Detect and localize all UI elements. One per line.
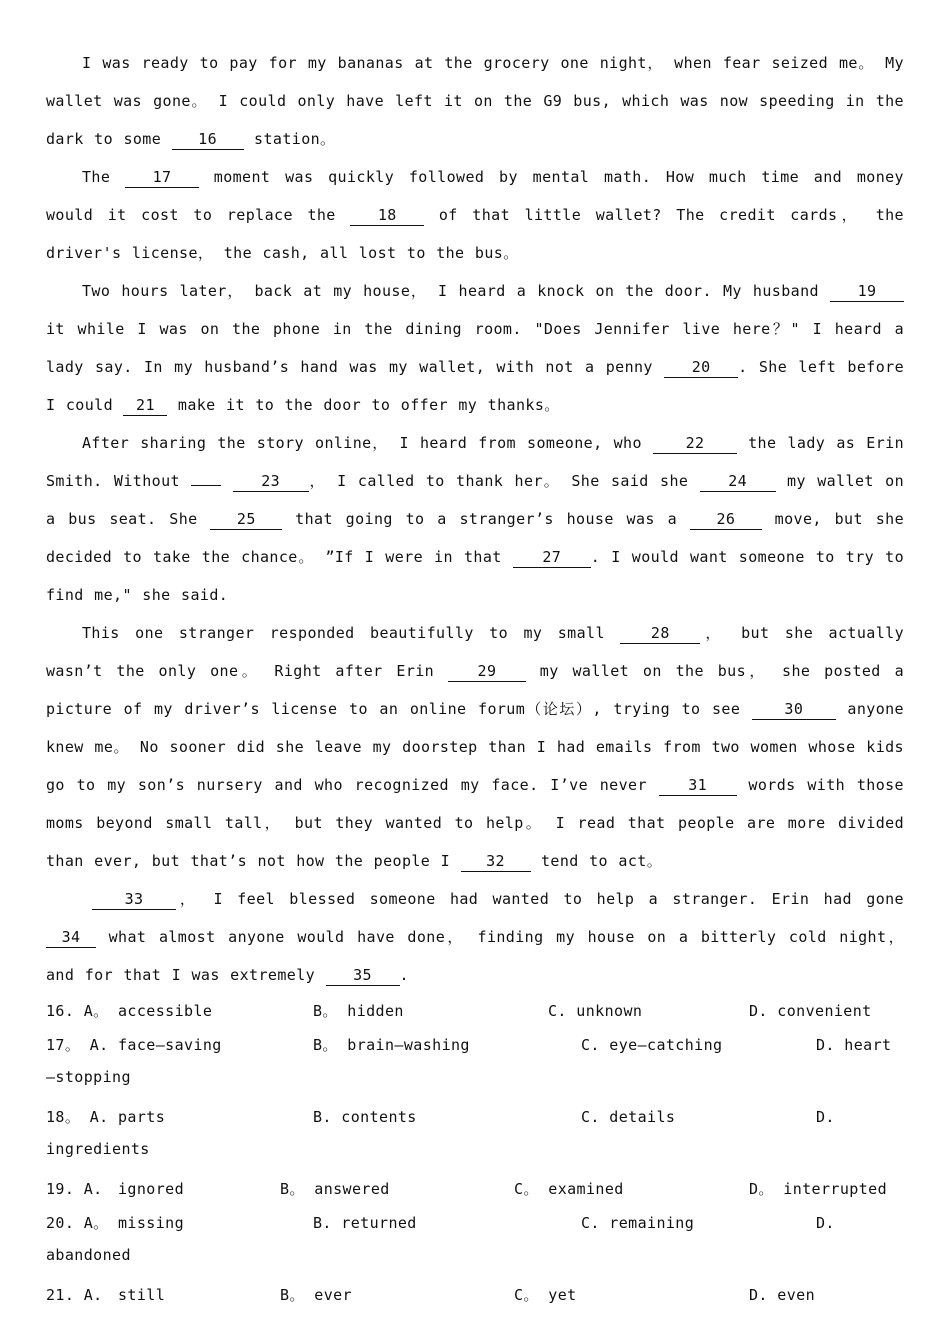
paragraph-text: I was ready to pay for my bananas at the grocery one night， when fear seized me。 My wallet was gone。 I could only have left it on the G9 bus, which was now speeding in the dark to some — [46, 54, 904, 148]
exam-page — [46, 44, 904, 1312]
answer-options — [46, 994, 904, 1312]
question-18-option-d-continued: ingredients — [46, 1140, 150, 1158]
paragraph-text: This one stranger responded beautifully to my small — [82, 624, 621, 642]
blank-29: 29 — [448, 661, 526, 682]
blank-22: 22 — [653, 433, 737, 454]
option-c: C。 yet — [514, 1286, 577, 1304]
passage-paragraph-5 — [46, 614, 904, 880]
passage-paragraph-3 — [46, 272, 904, 424]
option-b: B。 brain—washing — [313, 1036, 470, 1054]
paragraph-text: After sharing the story online， I heard from someone, who — [82, 434, 653, 452]
option-c: C. remaining — [581, 1214, 695, 1232]
paragraph-text: ， I feel blessed someone had wanted to help a stranger. Erin had gone — [176, 890, 904, 908]
blank-21: 21 — [123, 395, 167, 416]
paragraph-text: Two hours later， back at my house， I heard a knock on the door. My husband — [82, 282, 830, 300]
blank-31: 31 — [659, 775, 737, 796]
paragraph-text: . I would want someone to try to find me," she said. — [46, 548, 904, 604]
question-21 — [46, 1278, 904, 1312]
question-number: 16. A。 — [46, 1002, 109, 1020]
option-a: face—saving — [118, 1036, 222, 1054]
option-b: B。 answered — [280, 1180, 390, 1198]
blank-24: 24 — [700, 471, 776, 492]
paragraph-text: station。 — [243, 130, 336, 148]
paragraph-text: that going to a stranger’s house was a — [282, 510, 690, 528]
paragraph-text: words with those moms beyond small tall， but they wanted to help。 I read that people are more divided than ever, but that’s not how the people I — [46, 776, 904, 870]
option-a: missing — [118, 1214, 185, 1232]
option-d: D. — [816, 1108, 835, 1126]
question-number: 18。 A. — [46, 1108, 109, 1126]
option-c: C。 examined — [514, 1180, 624, 1198]
option-d: D. even — [749, 1286, 816, 1304]
question-number: 20. A。 — [46, 1214, 109, 1232]
paragraph-text: ， but she actually wasn’t the only one。 Right after Erin — [46, 624, 904, 680]
blank-20: 20 — [664, 357, 738, 378]
option-c: C. details — [581, 1108, 676, 1126]
paragraph-text: anyone knew me。 No sooner did she leave my doorstep than I had emails from two women whose kids go to my son’s nursery and who recognized my face. I’ve never — [46, 700, 904, 794]
option-d: D. — [816, 1214, 835, 1232]
blank-28: 28 — [620, 623, 700, 644]
option-d: D. heart — [816, 1036, 892, 1054]
option-d: D. convenient — [749, 1002, 872, 1020]
paragraph-text: tend to act。 — [530, 852, 663, 870]
option-c: C. unknown — [548, 1002, 643, 1020]
paragraph-text: The — [82, 168, 126, 186]
paragraph-text: . She left before I could — [46, 358, 905, 414]
option-d: D。 interrupted — [749, 1180, 887, 1198]
passage-paragraph-6 — [46, 880, 904, 994]
option-b: B. returned — [313, 1214, 417, 1232]
blank-18: 18 — [350, 205, 424, 226]
blank-16: 16 — [172, 129, 244, 150]
option-a: ignored — [118, 1180, 185, 1198]
blank-30: 30 — [752, 699, 836, 720]
passage-paragraph-4 — [46, 424, 904, 614]
paragraph-text: moment was quickly followed by mental math. How much time and money would it cost to replace the — [46, 168, 904, 224]
paragraph-text: ， I called to thank her。 She said she — [308, 472, 700, 490]
question-number: 21. A. — [46, 1286, 103, 1304]
blank-23: 23 — [233, 471, 309, 492]
question-17-option-d-continued: —stopping — [46, 1068, 131, 1086]
blank-17: 17 — [125, 167, 199, 188]
blank-19: 19 — [830, 281, 904, 302]
blank-23-lead — [191, 485, 221, 486]
paragraph-text: what almost anyone would have done， finding my house on a bitterly cold night， and for that I was extremely — [46, 928, 904, 984]
question-18 — [46, 1100, 904, 1134]
option-b: B. contents — [313, 1108, 417, 1126]
paragraph-text: my wallet on a bus seat. She — [46, 472, 904, 528]
blank-25: 25 — [210, 509, 282, 530]
question-19 — [46, 1172, 904, 1206]
blank-33: 33 — [92, 889, 176, 910]
question-number: 17。 A. — [46, 1036, 109, 1054]
blank-26: 26 — [690, 509, 762, 530]
blank-32: 32 — [461, 851, 531, 872]
blank-35: 35 — [326, 965, 400, 986]
question-17 — [46, 1028, 904, 1062]
option-a: still — [118, 1286, 166, 1304]
passage-paragraph-2 — [46, 158, 904, 272]
question-16 — [46, 994, 904, 1028]
option-b: B。 hidden — [313, 1002, 404, 1020]
option-a: accessible — [118, 1002, 213, 1020]
blank-27: 27 — [513, 547, 591, 568]
paragraph-text: of that little wallet? The credit cards， the driver's license， the cash, all lost to the bus。 — [46, 206, 904, 262]
option-b: B。 ever — [280, 1286, 352, 1304]
option-a: parts — [118, 1108, 166, 1126]
paragraph-text: make it to the door to offer my thanks。 — [167, 396, 560, 414]
question-number: 19. A. — [46, 1180, 103, 1198]
paragraph-text: move, but she decided to take the chance。 ”If I were in that — [46, 510, 904, 566]
passage-paragraph-1 — [46, 44, 904, 158]
paragraph-text: my wallet on the bus， she posted a picture of my driver’s license to an online forum（论坛）, trying to see — [46, 662, 905, 718]
option-c: C. eye—catching — [581, 1036, 723, 1054]
paragraph-text: it while I was on the phone in the dining room. "Does Jennifer live here？" I heard a lady say. In my husband’s hand was my wallet, with not a penny — [46, 320, 904, 376]
paragraph-text: the lady as Erin Smith. Without — [46, 434, 905, 490]
paragraph-text: . — [399, 966, 409, 984]
question-20 — [46, 1206, 904, 1240]
blank-34: 34 — [46, 927, 96, 948]
question-20-option-d-continued: abandoned — [46, 1246, 131, 1264]
